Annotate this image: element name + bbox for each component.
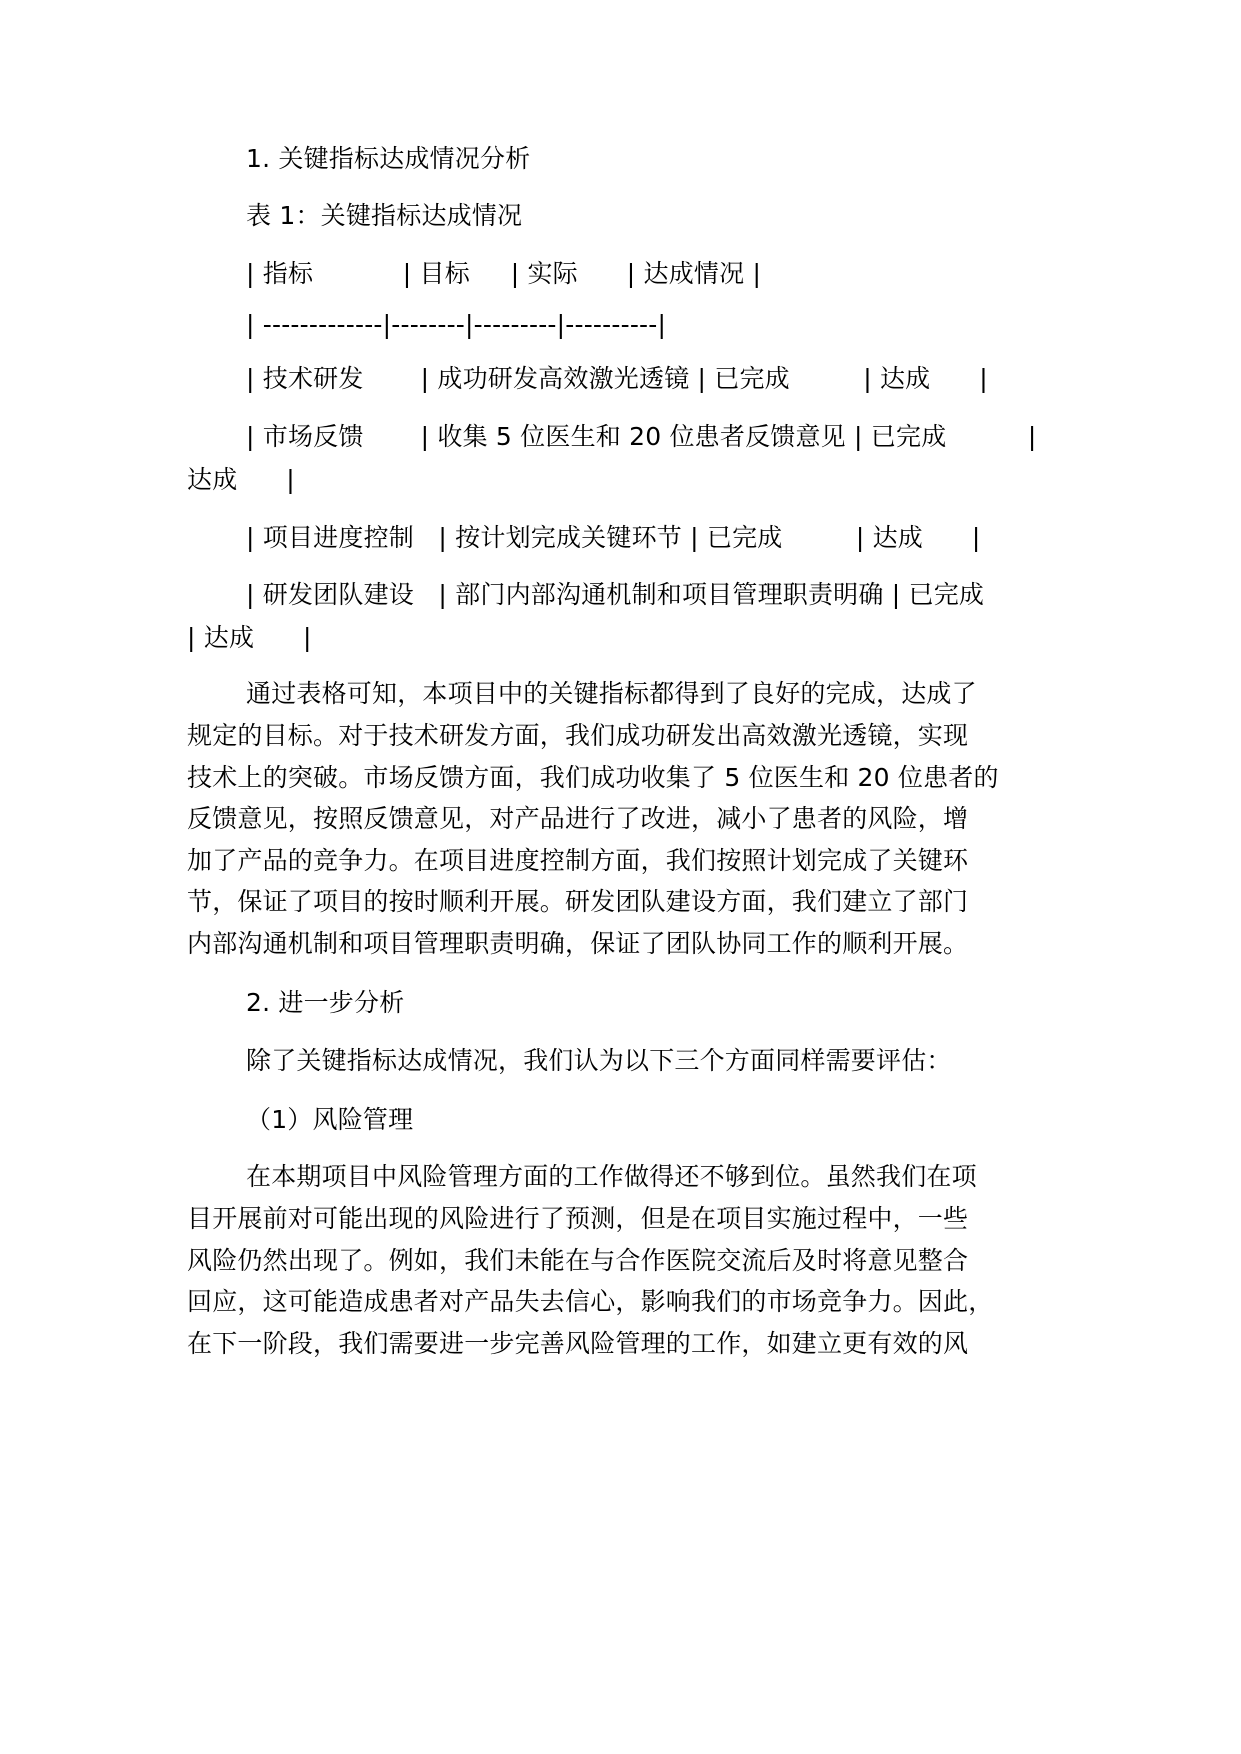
section2-intro: 除了关键指标达成情况，我们认为以下三个方面同样需要评估： (246, 1046, 952, 1075)
table-row-team-cont: | 达成 | (187, 623, 312, 652)
summary-line: 反馈意见，按照反馈意见，对产品进行了改进，减小了患者的风险，增 (187, 804, 969, 833)
summary-line: 内部沟通机制和项目管理职责明确，保证了团队协同工作的顺利开展。 (187, 929, 969, 958)
summary-line: 技术上的突破。市场反馈方面，我们成功收集了 5 位医生和 20 位患者的 (187, 763, 999, 792)
risk-line: 风险仍然出现了。例如，我们未能在与合作医院交流后及时将意见整合 (187, 1246, 969, 1275)
summary-line: 加了产品的竞争力。在项目进度控制方面，我们按照计划完成了关键环 (187, 846, 969, 875)
risk-line: 在下一阶段，我们需要进一步完善风险管理的工作，如建立更有效的风 (187, 1329, 969, 1358)
summary-line: 节，保证了项目的按时顺利开展。研发团队建设方面，我们建立了部门 (187, 887, 969, 916)
section1-heading: 1. 关键指标达成情况分析 (246, 144, 531, 173)
table-row-progress: | 项目进度控制 | 按计划完成关键环节 | 已完成 | 达成 | (246, 523, 981, 552)
section2-heading: 2. 进一步分析 (246, 988, 405, 1017)
table-divider-row: | -------------|--------|---------|----------| (246, 310, 667, 339)
risk-line: 目开展前对可能出现的风险进行了预测，但是在项目实施过程中，一些 (187, 1204, 969, 1233)
table-caption: 表 1：关键指标达成情况 (246, 201, 523, 230)
summary-line: 规定的目标。对于技术研发方面，我们成功研发出高效激光透镜，实现 (187, 721, 969, 750)
subsection1-heading: （1）风险管理 (246, 1105, 414, 1134)
risk-line: 回应，这可能造成患者对产品失去信心，影响我们的市场竞争力。因此， (187, 1287, 994, 1316)
summary-line: 通过表格可知，本项目中的关键指标都得到了良好的完成，达成了 (246, 679, 977, 708)
table-row-tech: | 技术研发 | 成功研发高效激光透镜 | 已完成 | 达成 | (246, 364, 988, 393)
risk-line: 在本期项目中风险管理方面的工作做得还不够到位。虽然我们在项 (246, 1162, 977, 1191)
table-row-team: | 研发团队建设 | 部门内部沟通机制和项目管理职责明确 | 已完成 (246, 580, 985, 609)
table-header-row: | 指标 | 目标 | 实际 | 达成情况 | (246, 259, 762, 288)
table-row-market: | 市场反馈 | 收集 5 位医生和 20 位患者反馈意见 | 已完成 | (246, 422, 1037, 451)
table-row-market-cont: 达成 | (187, 465, 295, 494)
